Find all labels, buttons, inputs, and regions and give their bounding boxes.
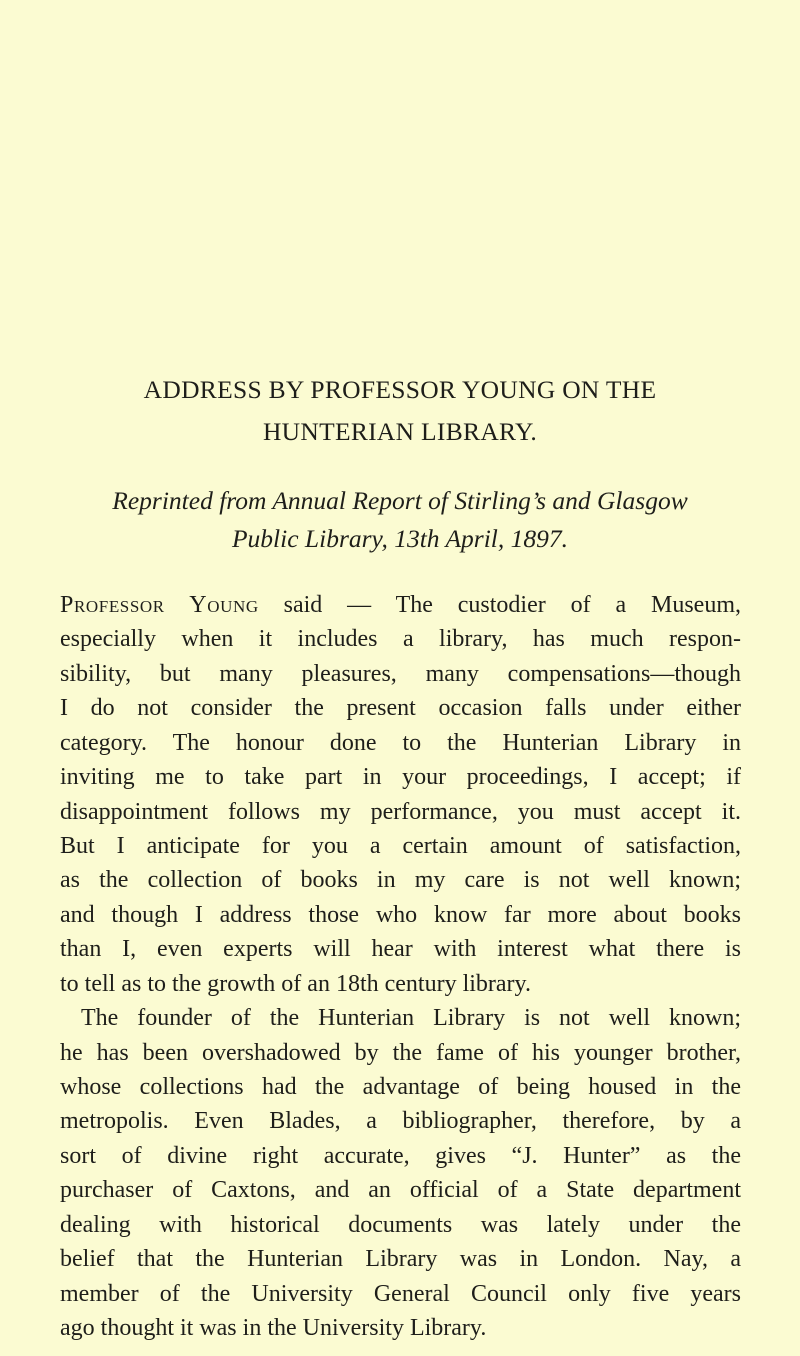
paragraph-2-line: The founder of the Hunterian Library is not well known; — [81, 1005, 741, 1031]
paragraph-2-line: metropolis. Even Blades, a bibliographer, therefore, by a — [60, 1108, 741, 1134]
paragraph-1-line: category. The honour done to the Hunterian Library in — [60, 730, 741, 756]
speaker-name: Professor Young — [60, 592, 259, 618]
paragraph-2-line: he has been overshadowed by the fame of his younger brother, — [60, 1040, 741, 1066]
paragraph-2-line: member of the University General Council only five years — [60, 1281, 741, 1307]
paragraph-1-line: and though I address those who know far more about books — [60, 902, 741, 928]
paragraph-2-line: sort of divine right accurate, gives “J. Hunter” as the — [60, 1143, 741, 1169]
paragraph-1-line: sibility, but many pleasures, many compensations—though — [60, 661, 741, 687]
paragraph-1-line: I do not consider the present occasion falls under either — [60, 695, 741, 721]
paragraph-2-line: whose collections had the advantage of being housed in the — [60, 1074, 741, 1100]
paragraph-1-line: as the collection of books in my care is not well known; — [60, 867, 741, 893]
paragraph-1-line: inviting me to take part in your proceedings, I accept; if — [60, 764, 741, 790]
paragraph-2-line: dealing with historical documents was lately under the — [60, 1212, 741, 1238]
title-line-1: ADDRESS BY PROFESSOR YOUNG ON THE — [143, 375, 657, 404]
title-line-2: HUNTERIAN LIBRARY. — [262, 417, 538, 446]
paragraph-1-line: than I, even experts will hear with interest what there is — [60, 936, 741, 962]
subtitle-line-2: Public Library, 13th April, 1897. — [231, 524, 568, 553]
paragraph-2-line: purchaser of Caxtons, and an official of a State department — [60, 1177, 741, 1203]
paragraph-1-line: to tell as to the growth of an 18th century library. — [60, 971, 531, 997]
paragraph-1-line-1 — [60, 593, 741, 617]
subtitle-line-1: Reprinted from Annual Report of Stirling’s and Glasgow — [112, 486, 688, 515]
paragraph-1-line: But I anticipate for you a certain amount of satisfaction, — [60, 833, 741, 859]
paragraph-1-line-1-text: said — The custodier of a Museum, — [258, 592, 741, 618]
paragraph-2-line: ago thought it was in the University Library. — [60, 1315, 487, 1341]
paragraph-2-line: belief that the Hunterian Library was in London. Nay, a — [60, 1246, 741, 1272]
paragraph-1-line: especially when it includes a library, has much respon- — [60, 626, 741, 652]
paragraph-1-line: disappointment follows my performance, you must accept it. — [60, 799, 741, 825]
